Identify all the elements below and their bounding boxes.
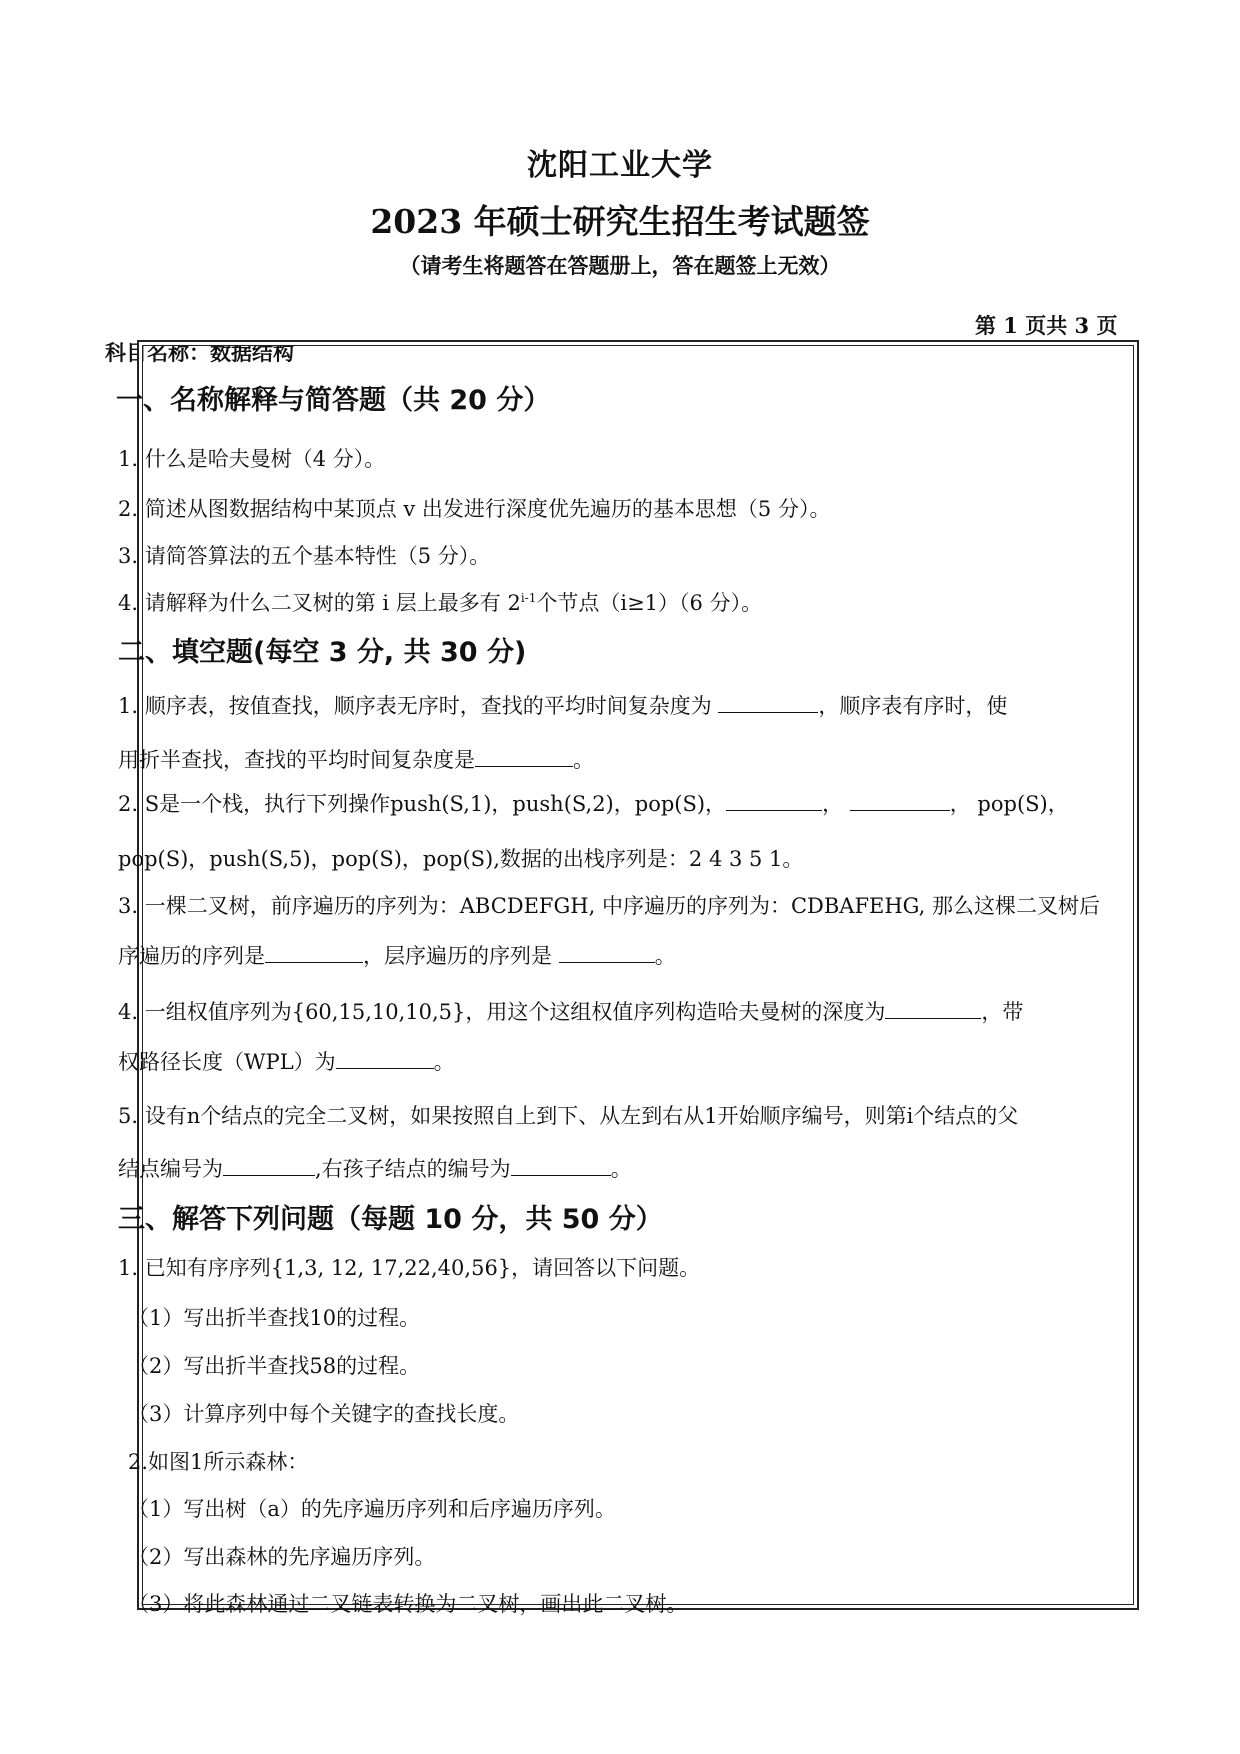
s1-question-4 <box>118 587 762 617</box>
answer-blank <box>475 748 573 767</box>
s3-question-1-part1: （1）写出折半查找10的过程。 <box>128 1306 421 1330</box>
s2-q3-text-b: 序遍历的序列是 <box>118 944 265 968</box>
s1-q4-text-b: 个节点（i≥1）（6 分）。 <box>536 591 763 615</box>
answer-blank <box>850 792 950 811</box>
answer-blank <box>336 1050 434 1069</box>
university-name: 沈阳工业大学 <box>527 148 713 183</box>
answer-blank <box>511 1157 611 1176</box>
answer-blank <box>265 944 363 963</box>
s2-q2-text-c: ， pop(S)， <box>949 792 1069 816</box>
s2-q5-text-b: 结点编号为 <box>118 1157 223 1181</box>
section2-title: 二、填空题(每空 3 分, 共 30 分) <box>118 637 527 668</box>
s1-question-2: 2. 简述从图数据结构中某顶点 v 出发进行深度优先遍历的基本思想（5 分）。 <box>118 497 831 521</box>
answer-blank <box>885 1000 981 1019</box>
s2-question-4-line1 <box>118 996 1023 1026</box>
section1-title: 一、名称解释与简答题（共 20 分） <box>116 385 551 416</box>
s2-question-1-line1 <box>118 690 1007 720</box>
answer-blank <box>726 792 822 811</box>
s2-q4-text-c: 权路径长度（WPL）为 <box>118 1050 336 1074</box>
s2-question-3-line1: 3. 一棵二叉树，前序遍历的序列为：ABCDEFGH, 中序遍历的序列为：CDBAFEHG, 那么这棵二叉树后 <box>118 894 1101 918</box>
s3-question-1-part2: （2）写出折半查找58的过程。 <box>128 1354 421 1378</box>
exam-title: 2023 年硕士研究生招生考试题签 <box>370 202 870 241</box>
s1-question-3: 3. 请简答算法的五个基本特性（5 分）。 <box>118 544 491 568</box>
s2-q5-text-d: 。 <box>610 1157 632 1181</box>
answer-blank <box>559 944 655 963</box>
s3-question-2-part1: （1）写出树（a）的先序遍历序列和后序遍历序列。 <box>128 1497 616 1521</box>
s2-q3-text-d: 。 <box>654 944 676 968</box>
s1-q4-superscript: i-1 <box>520 591 537 605</box>
s3-question-1-part3: （3）计算序列中每个关键字的查找长度。 <box>128 1402 520 1426</box>
s2-question-1-line2 <box>118 744 594 774</box>
s2-q4-text-a: 4. 一组权值序列为{60,15,10,10,5}，用这个这组权值序列构造哈夫曼树的深度为 <box>118 1000 886 1024</box>
s2-q1-text-b: ，顺序表有序时，使 <box>818 694 1008 718</box>
s2-q4-text-d: 。 <box>433 1050 455 1074</box>
s2-q1-text-c: 用折半查找，查找的平均时间复杂度是 <box>118 748 475 772</box>
s3-question-2-part2: （2）写出森林的先序遍历序列。 <box>128 1545 436 1569</box>
section3-title: 三、解答下列问题（每题 10 分，共 50 分） <box>118 1204 663 1235</box>
s2-question-5-line2 <box>118 1153 632 1183</box>
s2-q2-text-b: ， <box>822 792 844 816</box>
s3-question-2: 2.如图1所示森林： <box>128 1450 309 1474</box>
s2-question-5-line1: 5. 设有n个结点的完全二叉树，如果按照自上到下、从左到右从1开始顺序编号，则第i个结点的父 <box>118 1104 1019 1128</box>
answer-note: （请考生将题答在答题册上，答在题签上无效） <box>399 253 841 278</box>
s2-q2-text-a: 2. S是一个栈，执行下列操作push(S,1)，push(S,2)，pop(S)， <box>118 792 727 816</box>
subject-name: 科目名称：数据结构 <box>105 340 294 365</box>
answer-blank <box>223 1157 315 1176</box>
s2-q4-text-b: ，带 <box>981 1000 1024 1024</box>
s2-question-4-line2 <box>118 1046 455 1076</box>
s2-question-3-line2 <box>118 940 676 970</box>
s2-q1-text-d: 。 <box>573 748 594 772</box>
answer-blank <box>718 694 818 713</box>
s1-q4-text-a: 4. 请解释为什么二叉树的第 i 层上最多有 2 <box>118 591 521 615</box>
s3-question-2-part3: （3）将此森林通过二叉链表转换为二叉树，画出此二叉树。 <box>128 1592 688 1616</box>
s1-question-1: 1. 什么是哈夫曼树（4 分）。 <box>118 447 386 471</box>
s2-q1-text-a: 1. 顺序表，按值查找，顺序表无序时，查找的平均时间复杂度为 <box>118 694 712 718</box>
page-info: 第 1 页共 3 页 <box>975 313 1118 338</box>
s2-question-2-line2: pop(S)，push(S,5)，pop(S)，pop(S),数据的出栈序列是：2 4 3 5 1。 <box>118 847 804 871</box>
s2-q3-text-c: ，层序遍历的序列是 <box>363 944 552 968</box>
s2-question-2-line1 <box>118 788 1069 818</box>
s2-q5-text-c: ,右孩子结点的编号为 <box>315 1157 511 1181</box>
s3-question-1: 1. 已知有序序列{1,3, 12, 17,22,40,56}，请回答以下问题。 <box>118 1256 701 1280</box>
